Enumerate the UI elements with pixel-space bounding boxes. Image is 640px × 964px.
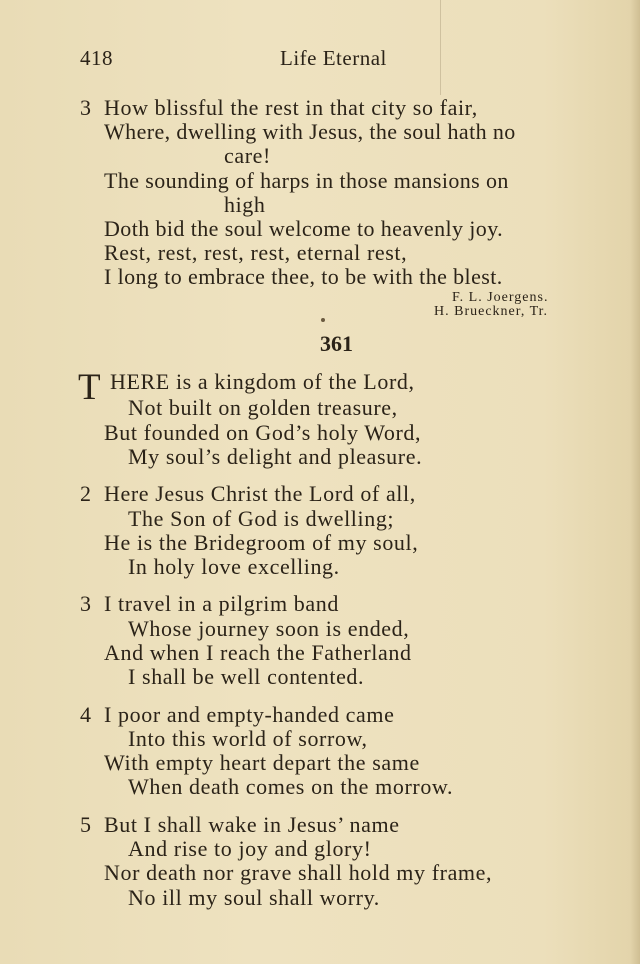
running-title: Life Eternal [280,46,387,70]
verse-line: The Son of God is dwelling; [128,506,395,531]
verse-line: Into this world of sorrow, [128,726,368,751]
verse-line: With empty heart depart the same [104,750,420,775]
verse-line: And when I reach the Fatherland [104,640,412,665]
verse-line: I travel in a pilgrim band [104,591,339,616]
verse-number: 3 [80,95,91,120]
verse-line: Doth bid the soul welcome to heavenly joy. [104,216,504,241]
verse-line: The sounding of harps in those mansions on [104,168,509,193]
page-gutter-shadow [630,0,640,964]
verse-number: 4 [80,702,91,727]
verse-line: I poor and empty-handed came [104,702,395,727]
verse-line: Rest, rest, rest, rest, eternal rest, [104,240,408,265]
hymn-number: 361 [320,331,353,356]
verse-line: care! [224,143,271,168]
verse-line: HERE is a kingdom of the Lord, [110,369,415,394]
verse-number: 3 [80,591,91,616]
verse-line: high [224,192,266,217]
verse-line: Nor death nor grave shall hold my frame, [104,860,493,885]
author-credit: F. L. Joergens. [452,290,549,305]
verse-line: Not built on golden treasure, [128,395,398,420]
verse-line: He is the Bridegroom of my soul, [104,530,419,555]
verse-line: But founded on God’s holy Word, [104,420,422,445]
page-header [0,46,640,74]
verse-line: Whose journey soon is ended, [128,616,410,641]
verse-line: I shall be well contented. [128,664,365,689]
verse-line: How blissful the rest in that city so fair, [104,95,478,120]
drop-cap: T [78,367,101,408]
verse-number: 5 [80,812,91,837]
verse-line: No ill my soul shall worry. [128,885,380,910]
page-number: 418 [80,46,113,70]
verse-line: But I shall wake in Jesus’ name [104,812,400,837]
verse-line: When death comes on the morrow. [128,774,454,799]
verse-line: I long to embrace thee, to be with the blest. [104,264,503,289]
verse-number: 2 [80,481,91,506]
translator-credit: H. Brueckner, Tr. [434,304,549,319]
verse-line: Where, dwelling with Jesus, the soul hath no [104,119,516,144]
ornament-dot [321,318,325,322]
verse-line: In holy love excelling. [128,554,340,579]
verse-line: Here Jesus Christ the Lord of all, [104,481,416,506]
verse-line: My soul’s delight and pleasure. [128,444,423,469]
verse-line: And rise to joy and glory! [128,836,372,861]
